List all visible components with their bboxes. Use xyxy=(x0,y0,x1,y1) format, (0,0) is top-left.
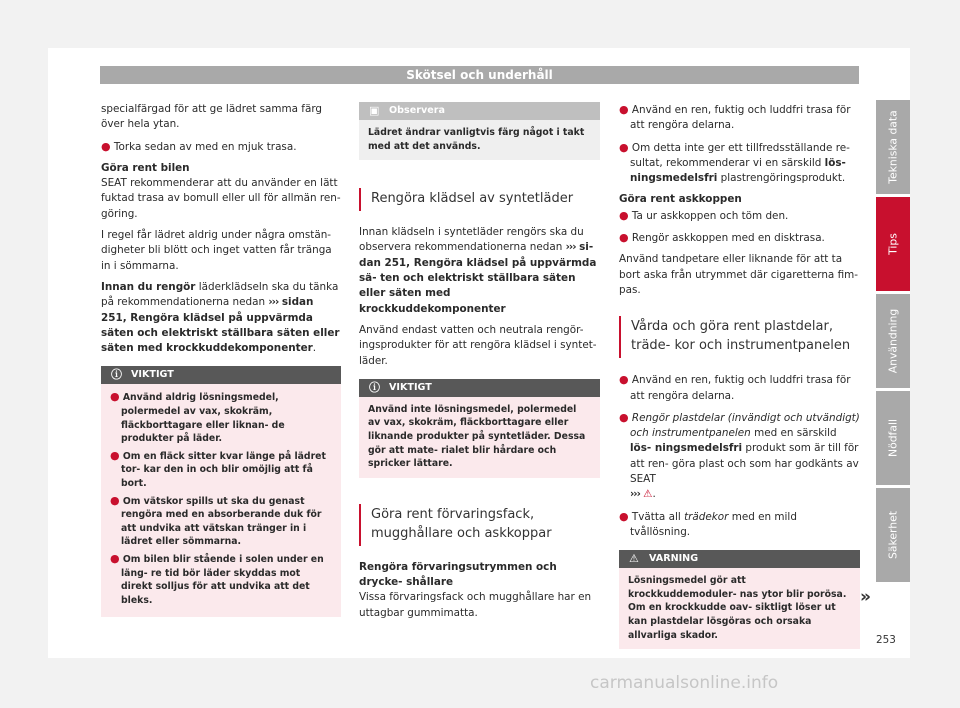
warning-title: VARNING xyxy=(649,553,699,565)
cross-reference-arrow: ››› xyxy=(565,241,576,254)
paragraph: Innan klädseln i syntetläder rengörs ska du observera rekommendationerna nedan ››› si- dan 251, Rengöra klädsel på uppvärmda sä- ten och elektriskt ställbara säten eller säten med krockkuddekomponenter xyxy=(359,226,597,315)
note-text: Lädret ändrar vanligtvis färg något i takt med att det används. xyxy=(359,120,600,160)
column-1 xyxy=(101,102,341,629)
page-number: 253 xyxy=(876,634,896,646)
cross-reference-link[interactable]: sidan 251, Rengöra klädsel på uppvärmda säten och elektriskt ställbara säten eller säten med krockkuddekomponenter xyxy=(101,296,340,355)
tab-tips[interactable]: Tips xyxy=(876,197,910,291)
section-heading: Rengöra klädsel av syntetläder xyxy=(359,188,600,211)
bullet-item: ● Rengör askkoppen med en disktrasa. xyxy=(619,231,825,245)
bullet-icon: ● xyxy=(101,139,111,153)
bullet-icon: ● xyxy=(619,410,629,424)
caution-circle-icon: ⓘ xyxy=(111,368,122,382)
bullet-icon: ● xyxy=(110,551,120,565)
paragraph: Innan du rengör läderklädseln ska du tänka på rekommendationerna nedan ››› sidan 251, Rengöra klädsel på uppvärmda säten och elektriskt ställbara säten eller säten med krockkuddekomponenter. xyxy=(101,280,340,355)
tab-tekniska-data[interactable]: Tekniska data xyxy=(876,100,910,194)
paragraph: I regel får lädret aldrig under några omstän- digheter bli blött och inget vatten får tränga in i sömmarna. xyxy=(101,229,332,272)
note-icon: ▣ xyxy=(369,104,380,117)
warning-item: ● Om bilen blir stående i solen under en läng- re tid bör läder skyddas mot direkt solljus för att undvika att det bleks. xyxy=(110,551,324,606)
cross-reference-arrow[interactable]: ››› xyxy=(630,488,640,501)
paragraph: Vissa förvaringsfack och mugghållare har en uttagbar gummimatta. xyxy=(359,591,592,619)
warning-triangle-icon: ⚠ xyxy=(643,488,653,501)
warning-title: VIKTIGT xyxy=(389,381,432,393)
warning-item: ● Om en fläck sitter kvar länge på lädret tor- kar den in och blir omöjlig att få bort. xyxy=(110,448,326,490)
cross-reference-arrow: ››› xyxy=(268,296,279,309)
paragraph: specialfärgad för att ge lädret samma färg över hela ytan. xyxy=(101,103,322,131)
warning-text: Använd inte lösningsmedel, polermedel av vax, skokräm, fläckborttagare eller liknande produkter på syntetläder. Dessa gör att mate- rialet blir hårdare och spricker lättare. xyxy=(359,397,600,478)
bullet-icon: ● xyxy=(619,140,629,154)
subheading: Rengöra förvaringsutrymmen och drycke- shållare xyxy=(359,560,557,589)
section-heading: Vårda och göra rent plastdelar, träde- kor och instrumentpanelen xyxy=(619,316,860,358)
tab-sakerhet[interactable]: Säkerhet xyxy=(876,488,910,582)
warning-box xyxy=(359,379,600,478)
bullet-item: ● Rengör plastdelar (invändigt och utvändigt) och instrumentpanelen med en särskild lös- ningsmedelsfri produkt som är till för att ren- göra plast och som har godkänts av SEAT ››› ⚠. xyxy=(619,410,860,501)
bullet-item: ● Om detta inte ger ett tillfredsställande re- sultat, rekommenderar vi en särskild lös- ningsmedelsfri plastrengöringsprodukt. xyxy=(619,140,850,185)
bullet-icon: ● xyxy=(619,103,629,116)
warning-item: ● Använd aldrig lösningsmedel, polermedel av vax, skokräm, fläckborttagare eller liknan- de produkter på läder. xyxy=(110,390,285,445)
bullet-item: ● Ta ur askkoppen och töm den. xyxy=(619,208,789,222)
cross-reference-link[interactable]: si- dan 251, Rengöra klädsel på uppvärmda sä- ten och elektriskt ställbara säten eller säten med krockkuddekomponenter xyxy=(359,241,597,315)
column-3 xyxy=(619,102,860,661)
watermark: carmanualsonline.info xyxy=(590,673,779,693)
note-box xyxy=(359,102,600,160)
note-title: Observera xyxy=(389,105,445,116)
subheading: Göra rent askkoppen xyxy=(619,193,742,206)
page-header: Skötsel och underhåll xyxy=(100,66,859,84)
bullet-icon: ● xyxy=(110,448,120,462)
column-2 xyxy=(359,102,600,627)
bullet-icon: ● xyxy=(619,231,629,245)
warning-box xyxy=(101,366,341,617)
bullet-item: ● Tvätta all trädekor med en mild tvållösning. xyxy=(619,509,797,538)
warning-title: VIKTIGT xyxy=(131,369,174,381)
bullet-icon: ● xyxy=(619,373,629,387)
warning-item: ● Om vätskor spills ut ska du genast rengöra med en absorberande duk för att undvika att vätskan tränger in i lädret eller sömmarna. xyxy=(110,493,322,548)
warning-text: Lösningsmedel gör att krockkuddemoduler- nas ytor blir porösa. Om en krockkudde oav- siktligt löser ut kan plastdelar lösgöras och orsaka allvarliga skador. xyxy=(619,568,860,649)
bullet-icon: ● xyxy=(619,208,629,222)
warning-triangle-icon: ⚠ xyxy=(629,552,639,566)
bullet-icon: ● xyxy=(110,390,120,404)
continue-marker: » xyxy=(860,587,871,607)
caution-circle-icon: ⓘ xyxy=(369,380,380,394)
paragraph: SEAT rekommenderar att du använder en lätt fuktad trasa av bomull eller ull för allmän ren- göring. xyxy=(101,177,341,220)
warning-box xyxy=(619,550,860,649)
section-heading: Göra rent förvaringsfack, mugghållare och askkoppar xyxy=(359,504,600,546)
subheading: Göra rent bilen xyxy=(101,161,190,174)
bullet-icon: ● xyxy=(110,493,120,507)
bullet-item: ● Använd en ren, fuktig och luddfri trasa för att rengöra delarna. xyxy=(619,373,851,402)
bullet-item: ● Torka sedan av med en mjuk trasa. xyxy=(101,139,297,153)
tab-anvandning[interactable]: Användning xyxy=(876,294,910,388)
bullet-item: ● Använd en ren, fuktig och luddfri trasa för att rengöra delarna. xyxy=(619,103,851,132)
paragraph: Använd endast vatten och neutrala rengör- ingsprodukter för att rengöra klädsel i syntet- läder. xyxy=(359,323,597,367)
bullet-icon: ● xyxy=(619,509,629,523)
tab-nodfall[interactable]: Nödfall xyxy=(876,391,910,485)
paragraph: Använd tandpetare eller liknande för att ta bort aska från utrymmet där cigaretterna fim- pas. xyxy=(619,253,859,296)
